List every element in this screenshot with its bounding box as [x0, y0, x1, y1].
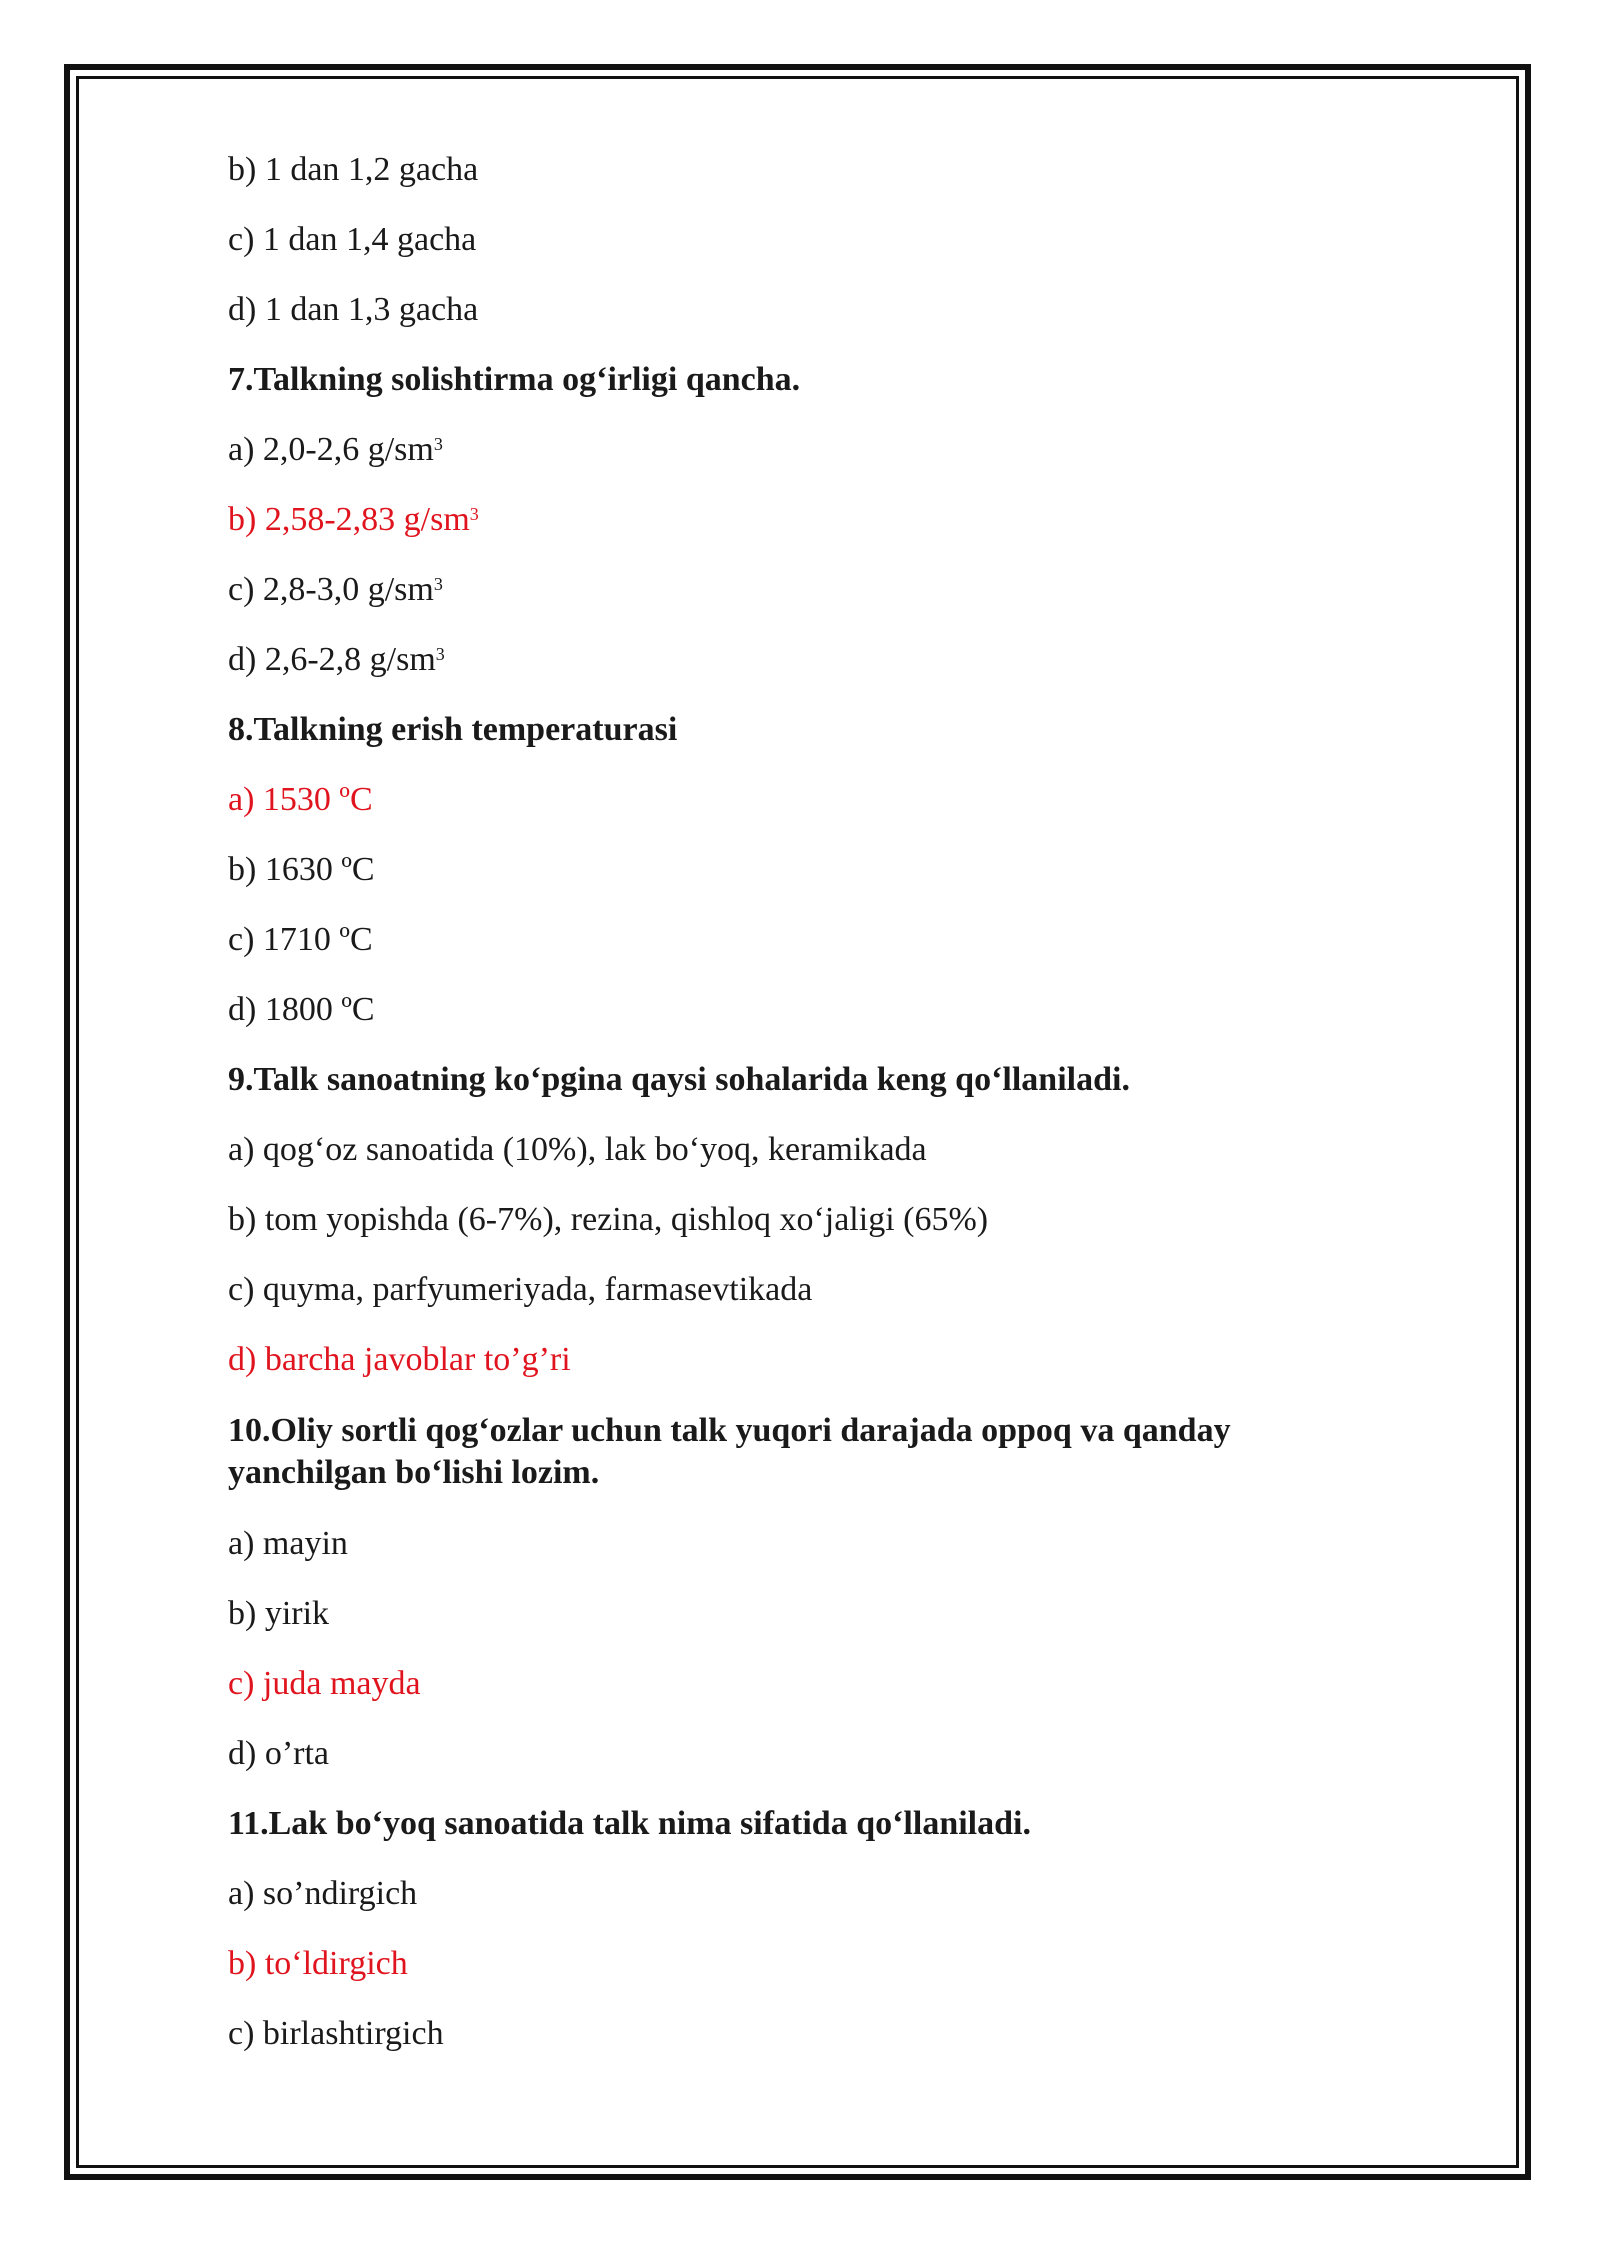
question-text: [228, 710, 1388, 750]
line-text: a) 1530 ºC: [228, 781, 373, 818]
line-text: b) 1630 ºC: [228, 851, 375, 888]
answer-option-correct: [228, 780, 1388, 820]
answer-option-correct: [228, 1944, 1388, 1984]
answer-option: [228, 220, 1388, 260]
question-text: [228, 360, 1388, 400]
answer-option: [228, 1130, 1388, 1170]
line-text: c) 2,8-3,0 g/sm: [228, 571, 434, 608]
answer-option: [228, 850, 1388, 890]
answer-option: [228, 1270, 1388, 1310]
answer-option-correct: [228, 500, 1388, 540]
line-text: b) to‘ldirgich: [228, 1945, 408, 1982]
answer-option: [228, 1874, 1388, 1914]
line-text: c) quyma, parfyumeriyada, farmasevtikada: [228, 1271, 813, 1308]
line-text: d) barcha javoblar to’g’ri: [228, 1341, 571, 1378]
line-text: d) 2,6-2,8 g/sm: [228, 641, 436, 678]
line-text: b) 1 dan 1,2 gacha: [228, 151, 479, 188]
answer-option: [228, 1524, 1388, 1564]
line-text: b) 2,58-2,83 g/sm: [228, 501, 470, 538]
line-text: a) mayin: [228, 1525, 348, 1562]
line-text: 10.Oliy sortli qog‘ozlar uchun talk yuqori darajada oppoq va qanday yanchilgan bo‘lishi lozim.: [228, 1412, 1231, 1491]
line-text: b) tom yopishda (6-7%), rezina, qishloq xo‘jaligi (65%): [228, 1201, 989, 1238]
line-text: a) 2,0-2,6 g/sm: [228, 431, 434, 468]
line-text: b) yirik: [228, 1595, 330, 1632]
answer-option: [228, 150, 1388, 190]
line-text: 11.Lak bo‘yoq sanoatida talk nima sifatida qo‘llaniladi.: [228, 1805, 1031, 1842]
line-text: 9.Talk sanoatning ko‘pgina qaysi sohalarida keng qo‘llaniladi.: [228, 1061, 1130, 1098]
answer-option: [228, 2014, 1388, 2054]
answer-option: [228, 1594, 1388, 1634]
answer-option: [228, 1734, 1388, 1774]
line-text: c) 1710 ºC: [228, 921, 373, 958]
answer-option: [228, 570, 1388, 610]
line-text: d) o’rta: [228, 1735, 330, 1772]
superscript-exponent: 3: [433, 574, 443, 594]
answer-option: [228, 920, 1388, 960]
superscript-exponent: 3: [433, 434, 443, 454]
line-text: d) 1 dan 1,3 gacha: [228, 291, 479, 328]
line-text: a) qog‘oz sanoatida (10%), lak bo‘yoq, keramikada: [228, 1131, 927, 1168]
answer-option-correct: [228, 1340, 1388, 1380]
question-text: [228, 1804, 1388, 1844]
line-text: a) so’ndirgich: [228, 1875, 418, 1912]
line-text: d) 1800 ºC: [228, 991, 375, 1028]
line-text: c) birlashtirgich: [228, 2015, 444, 2052]
superscript-exponent: 3: [435, 644, 445, 664]
answer-option-correct: [228, 1664, 1388, 1704]
answer-option: [228, 1200, 1388, 1240]
answer-option: [228, 290, 1388, 330]
superscript-exponent: 3: [469, 504, 479, 524]
line-text: c) 1 dan 1,4 gacha: [228, 221, 477, 258]
line-text: 7.Talkning solishtirma og‘irligi qancha.: [228, 361, 801, 398]
answer-option: [228, 430, 1388, 470]
line-text: 8.Talkning erish temperaturasi: [228, 711, 678, 748]
question-text: [228, 1410, 1388, 1494]
answer-option: [228, 990, 1388, 1030]
answer-option: [228, 640, 1388, 680]
question-text: [228, 1060, 1388, 1100]
line-text: c) juda mayda: [228, 1665, 421, 1702]
quiz-content: [228, 150, 1388, 2084]
